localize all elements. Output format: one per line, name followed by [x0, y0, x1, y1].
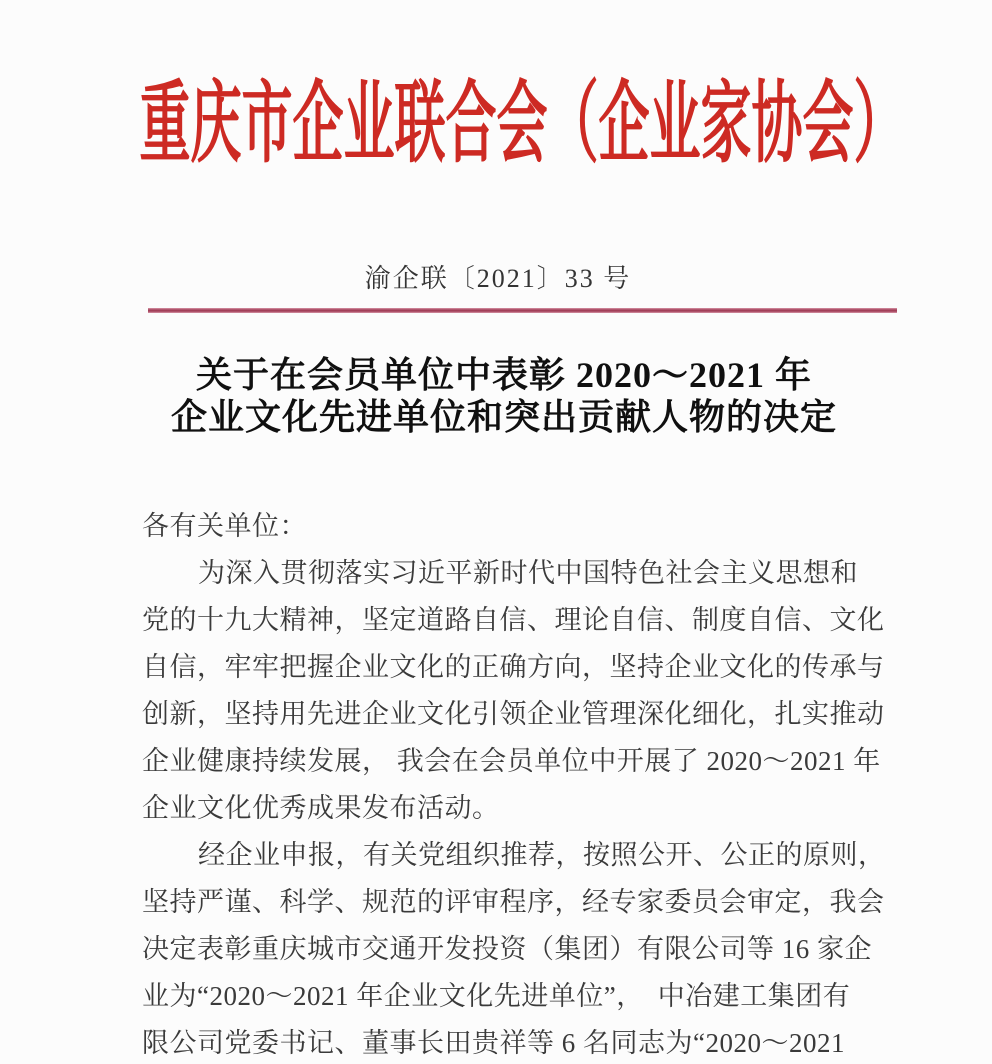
- body-line: 经企业申报，有关党组织推荐，按照公开、公正的原则，: [198, 840, 886, 870]
- body-line: 坚持严谨、科学、规范的评审程序，经专家委员会审定，我会: [142, 887, 885, 917]
- body-line: 党的十九大精神，坚定道路自信、理论自信、制度自信、文化: [142, 605, 885, 635]
- body-line: 企业文化优秀成果发布活动。: [142, 793, 500, 823]
- body-text: [142, 503, 902, 1064]
- header-divider-rule: [148, 308, 897, 313]
- body-line: 限公司党委书记、董事长田贵祥等 6 名同志为“2020～2021: [142, 1028, 845, 1058]
- body-line: 业为“2020～2021 年企业文化先进单位”， 中冶建工集团有: [142, 981, 851, 1011]
- doc-title: [8, 354, 992, 438]
- doc-number: 渝企联〔2021〕33 号: [364, 264, 632, 293]
- body-line: 企业健康持续发展， 我会在会员单位中开展了 2020～2021 年: [142, 746, 881, 776]
- doc-title-line-2: 企业文化先进单位和突出贡献人物的决定: [170, 397, 837, 437]
- doc-title-line-1: 关于在会员单位中表彰 2020～2021 年: [195, 355, 812, 395]
- body-line: 自信，牢牢把握企业文化的正确方向，坚持企业文化的传承与: [142, 652, 885, 682]
- org-title: 重庆市企业联合会（企业家协会）: [139, 77, 905, 175]
- body-line: 决定表彰重庆城市交通开发投资（集团）有限公司等 16 家企: [142, 934, 872, 964]
- body-line: 为深入贯彻落实习近平新时代中国特色社会主义思想和: [198, 558, 858, 588]
- body-line: 创新，坚持用先进企业文化引领企业管理深化细化，扎实推动: [142, 699, 885, 729]
- salutation-line: 各有关单位：: [142, 511, 307, 541]
